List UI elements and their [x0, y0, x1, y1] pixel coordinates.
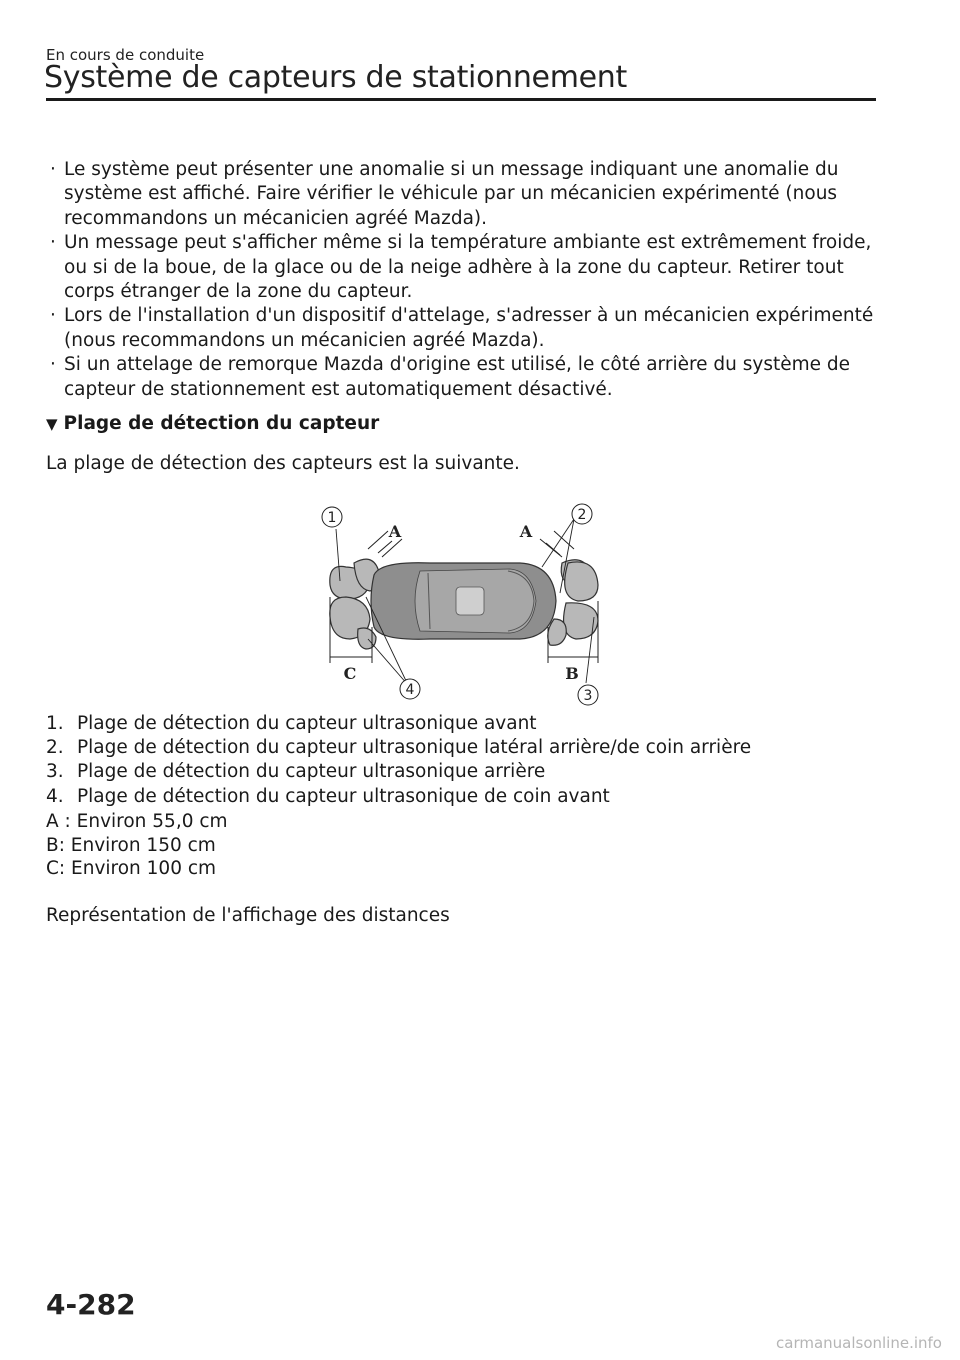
note-item: · Le système peut présenter une anomalie si un message indiquant une anomalie du système est affiché. Faire vérifier le véhicule par un mécanicien expérimenté (nous recommandons un mécanicien agréé Mazda). — [46, 158, 886, 231]
legend-item — [46, 712, 751, 736]
note-item: · Lors de l'installation d'un dispositif d'attelage, s'adresser à un mécanicien expérimenté (nous recommandons un mécanicien agréé Mazda). — [46, 304, 886, 353]
section-heading — [46, 413, 379, 434]
distance-c: C: Environ 100 cm — [46, 858, 217, 879]
triangle-down-icon: ▼ — [46, 415, 58, 433]
intro-text: La plage de détection des capteurs est la suivante. — [46, 453, 520, 474]
dimension-label-a-left: A — [388, 522, 402, 541]
callout-4-label: 4 — [405, 682, 415, 698]
legend-item — [46, 760, 751, 784]
callout-3-label: 3 — [583, 688, 593, 704]
legend-item — [46, 736, 751, 760]
sensor-range-diagram — [310, 497, 630, 709]
note-item: · Un message peut s'afficher même si la température ambiante est extrêmement froide, ou si de la boue, de la glace ou de la neige adhère à la zone du capteur. Retirer tout corps étranger de la zone du capteur. — [46, 231, 886, 304]
legend-text: Plage de détection du capteur ultrasonique de coin avant — [77, 785, 610, 807]
dimension-label-a-right: A — [519, 522, 533, 541]
section-label: En cours de conduite — [46, 46, 205, 64]
note-item: · Si un attelage de remorque Mazda d'origine est utilisé, le côté arrière du système de capteur de stationnement est automatiquement désactivé. — [46, 353, 886, 402]
diagram-legend — [46, 712, 751, 809]
callout-1-label: 1 — [327, 510, 337, 526]
legend-text: Plage de détection du capteur ultrasonique arrière — [77, 761, 546, 783]
distance-values — [46, 810, 228, 881]
notes-list — [46, 158, 886, 402]
page-number: 4-282 — [46, 1288, 136, 1321]
distance-display-heading: Représentation de l'affichage des distances — [46, 905, 450, 926]
legend-number: 4. — [46, 785, 64, 807]
legend-text: Plage de détection du capteur ultrasonique avant — [77, 713, 537, 734]
dimension-label-c: C — [343, 664, 357, 683]
callout-2-label: 2 — [577, 507, 587, 523]
legend-number: 1. — [46, 713, 64, 734]
legend-number: 2. — [46, 737, 64, 759]
legend-text: Plage de détection du capteur ultrasonique latéral arrière/de coin arrière — [77, 737, 752, 759]
legend-number: 3. — [46, 761, 64, 783]
watermark-text: carmanualsonline.info — [776, 1334, 942, 1352]
section-heading-text: Plage de détection du capteur — [63, 413, 380, 434]
legend-item — [46, 785, 751, 809]
distance-a: A : Environ 55,0 cm — [46, 811, 228, 832]
distance-b: B: Environ 150 cm — [46, 834, 216, 856]
page-title: Système de capteurs de stationnement — [44, 60, 627, 95]
vehicle-illustration — [371, 563, 556, 640]
title-divider — [46, 98, 876, 101]
dimension-label-b: B — [565, 664, 579, 683]
